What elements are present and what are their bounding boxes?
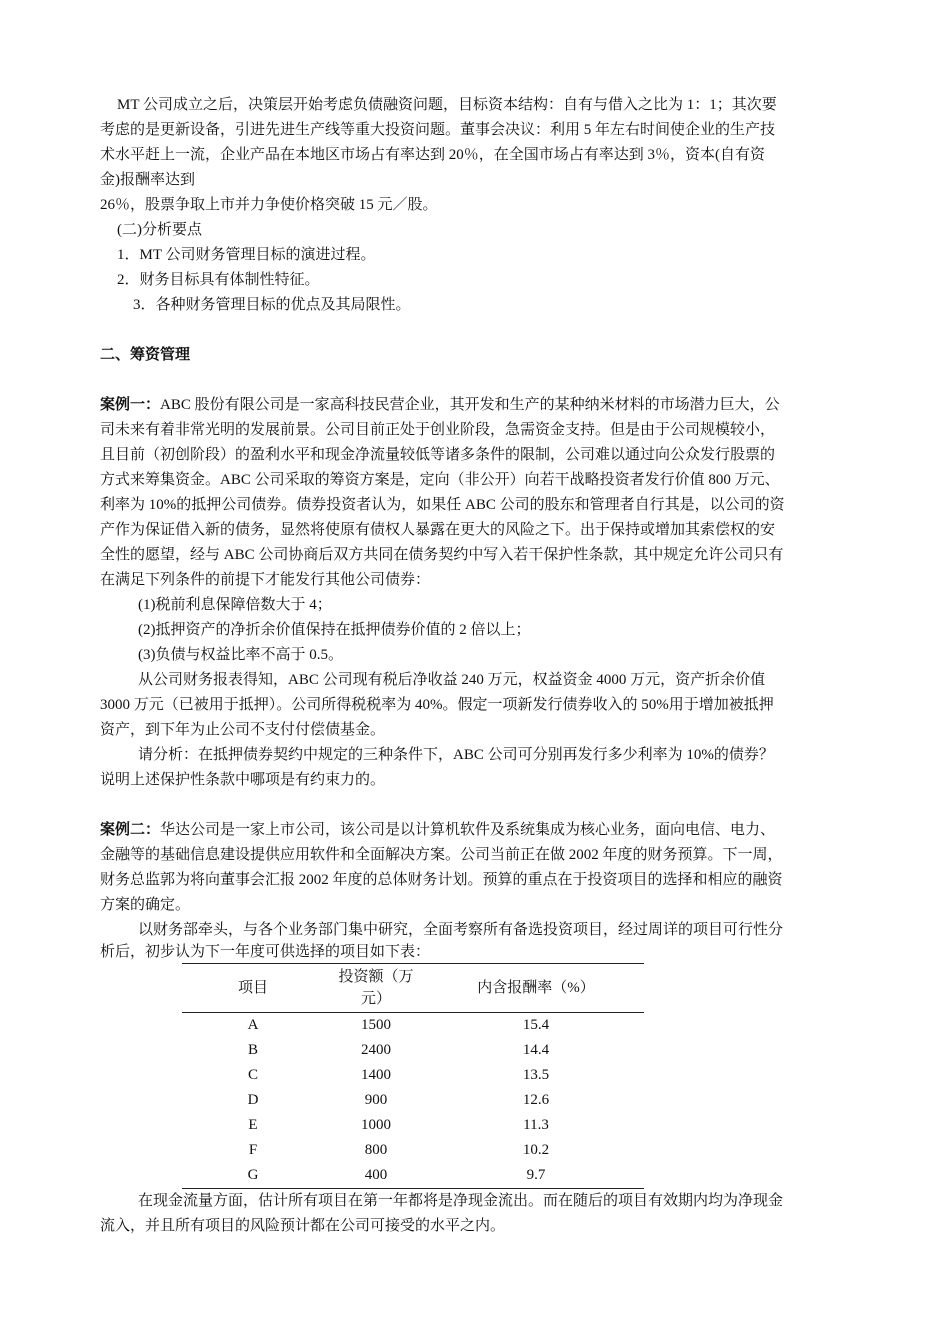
cell-irr: 15.4	[522, 1017, 550, 1033]
section-heading: 二、筹资管理	[100, 347, 191, 363]
case2-first-text: 华达公司是一家上市公司，该公司是以计算机软件及系统集成为核心业务，面向电信、电力、	[160, 822, 776, 838]
cell-project: G	[247, 1167, 259, 1183]
case2-line: 金融等的基础信息建设提供应用软件和全面解决方案。公司当前正在做 2002 年度的财务预算。下一周，	[100, 847, 783, 863]
intro-line-3: 术水平赶上一流，企业产品在本地区市场占有率达到 20％，在全国市场占有率达到 3％，资本(自有资	[100, 147, 765, 163]
table-row	[182, 1138, 644, 1163]
case1-line: 产作为保证借入新的债务，显然将使原有债权人暴露在更大的风险之下。出于保持或增加其索偿权的安	[100, 522, 776, 538]
header-project: 项目	[237, 980, 268, 996]
condition-2: (2)抵押资产的净折余价值保持在抵押债券价值的 2 倍以上；	[138, 622, 531, 638]
analysis-point-1: 1．MT 公司财务管理目标的演进过程。	[117, 247, 376, 263]
cell-project: D	[247, 1092, 259, 1108]
condition-3: (3)负债与权益比率不高于 0.5。	[138, 647, 343, 663]
cell-irr: 11.3	[523, 1117, 549, 1133]
cell-investment: 1000	[361, 1117, 391, 1133]
cell-investment: 800	[364, 1142, 388, 1158]
case2-line: 财务总监郭为将向董事会汇报 2002 年度的总体财务计划。预算的重点在于投资项目的选择和相应的融资	[100, 872, 783, 888]
analysis-point-3: 3．各种财务管理目标的优点及其局限性。	[133, 297, 411, 313]
table-row	[182, 1063, 644, 1088]
condition-1: (1)税前利息保障倍数大于 4；	[138, 597, 332, 613]
cell-investment: 2400	[361, 1042, 391, 1058]
cell-project: A	[247, 1017, 259, 1033]
case1-report-line: 从公司财务报表得知，ABC 公司现有税后净收益 240 万元，权益资金 4000 万元，资产折余价值	[138, 672, 766, 688]
header-irr: 内含报酬率（%）	[477, 980, 595, 996]
case1-report-line: 资产，到下年为止公司不支付付偿债基金。	[100, 722, 386, 738]
cell-irr: 14.4	[522, 1042, 550, 1058]
case2-line: 方案的确定。	[100, 897, 191, 913]
table-row	[182, 1013, 644, 1039]
intro-line-2: 考虑的是更新设备，引进先进生产线等重大投资问题。董事会决议：利用 5 年左右时间使企业的生产技	[100, 122, 776, 138]
intro-line-5: 26％，股票争取上市并力争使价格突破 15 元／股。	[100, 197, 438, 213]
case1-label: 案例一：	[100, 397, 161, 413]
cell-irr: 10.2	[522, 1142, 550, 1158]
case2-intro-line: 以财务部牵头，与各个业务部门集中研究，全面考察所有备选投资项目，经过周详的项目可行性分	[138, 922, 784, 938]
case1-line: 且目前（初创阶段）的盈利水平和现金净流量较低等诸多条件的限制，公司难以通过向公众发行股票的	[100, 447, 776, 463]
case1-first-text: ABC 股份有限公司是一家高科技民营企业，其开发和生产的某种纳米材料的市场潜力巨大，公	[160, 397, 780, 413]
header-investment-line1: 投资额（万	[338, 969, 414, 985]
cashflow-line: 在现金流量方面，估计所有项目在第一年都将是净现金流出。而在随后的项目有效期内均为净现金	[138, 1193, 784, 1209]
case1-report-line: 3000 万元（已被用于抵押）。公司所得税税率为 40%。假定一项新发行债券收入的 50%用于增加被抵押	[100, 697, 774, 713]
cell-project: B	[247, 1042, 258, 1058]
table-row	[182, 1088, 644, 1113]
case1-line: 司未来有着非常光明的发展前景。公司目前正处于创业阶段，急需资金支持。但是由于公司规模较小，	[100, 422, 776, 438]
case1-question-line: 说明上述保护性条款中哪项是有约束力的。	[100, 772, 386, 788]
cell-project: F	[248, 1142, 258, 1158]
cell-investment: 1500	[361, 1017, 391, 1033]
cell-investment: 400	[364, 1167, 388, 1183]
header-investment	[324, 964, 428, 1013]
cell-project: C	[247, 1067, 258, 1083]
case1-line: 全性的愿望，经与 ABC 公司协商后双方共同在债务契约中写入若干保护性条款，其中规定允许公司只有	[100, 547, 784, 563]
cell-investment: 900	[364, 1092, 388, 1108]
cell-irr: 9.7	[526, 1167, 546, 1183]
case1-line: 方式来筹集资金。ABC 公司采取的筹资方案是，定向（非公开）向若干战略投资者发行价值 800 万元、	[100, 472, 780, 488]
cell-investment: 1400	[361, 1067, 391, 1083]
case2-intro-line: 析后，初步认为下一年度可供选择的项目如下表：	[100, 944, 431, 960]
table-row	[182, 1038, 644, 1063]
header-investment-line2: 元）	[360, 991, 391, 1007]
case1-line: 利率为 10%的抵押公司债券。债券投资者认为，如果任 ABC 公司的股东和管理者自行其是，以公司的资	[100, 497, 785, 513]
cell-irr: 12.6	[522, 1092, 550, 1108]
case1-first-line	[100, 393, 780, 417]
analysis-title: (二)分析要点	[117, 222, 202, 238]
table-row	[182, 1163, 644, 1189]
case1-line: 在满足下列条件的前提下才能发行其他公司债券：	[100, 572, 431, 588]
table-row	[182, 1113, 644, 1138]
case2-first-line	[100, 818, 775, 842]
projects-table	[182, 963, 644, 1189]
intro-line-4: 金)报酬率达到	[100, 172, 195, 188]
table-header-row	[182, 964, 644, 1013]
cell-irr: 13.5	[522, 1067, 550, 1083]
case2-label: 案例二：	[100, 822, 161, 838]
analysis-point-2: 2．财务目标具有体制性特征。	[117, 272, 320, 288]
case1-question-line: 请分析：在抵押债券契约中规定的三种条件下，ABC 公司可分别再发行多少利率为 10%的债券？	[138, 747, 774, 763]
intro-line-1: MT 公司成立之后，决策层开始考虑负债融资问题，目标资本结构：自有与借入之比为 1：1；其次要	[117, 97, 777, 113]
cashflow-line: 流入，并且所有项目的风险预计都在公司可接受的水平之内。	[100, 1218, 506, 1234]
cell-project: E	[248, 1117, 258, 1133]
